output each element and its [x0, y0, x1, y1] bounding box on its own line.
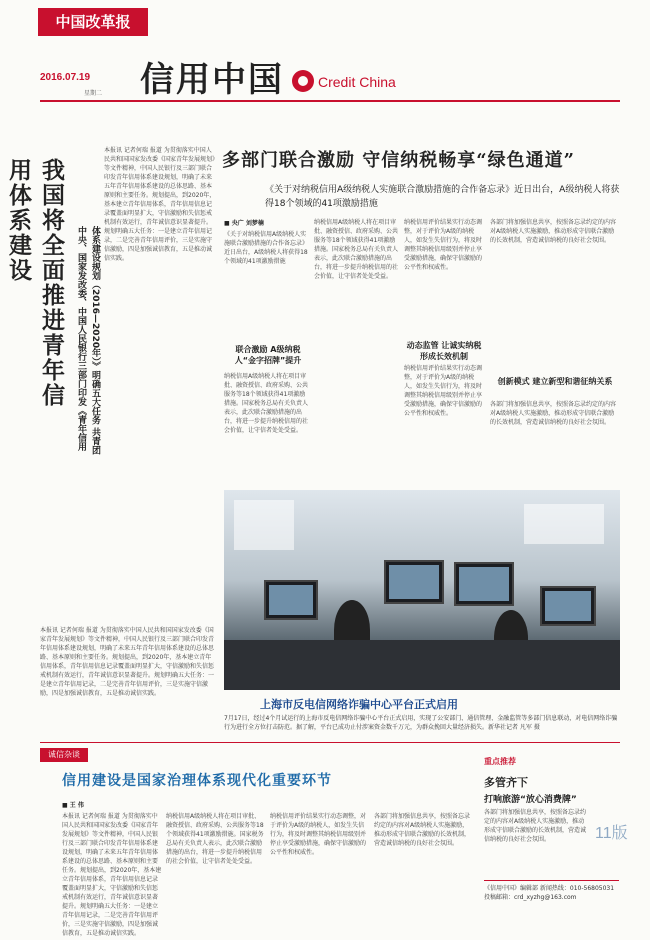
lead-story-body: 本报讯 记者何瑞 报道 为贯彻落实中国人民共和国国家发改委《国家青年发展规划》等文件精神，中国人民银行及三部门联合印发青年信用体系建设规划，明确了未来五年青年信用体系建设的总体思路、基本原则和主要任务。规划提出，到2020年，基本建立青年信用体系，青年信用信息记录覆盖面明显扩大，守信激励和失信惩戒机制有效运行，青年诚信意识显著提升。规划明确五大任务：一是建立青年信用记录，二是完善青年信用评价，三是实施守信激励，四是加强诚信教育，五是推动诚信实践。 — [104, 147, 216, 262]
main-story-col-4: 各部门将加强信息共享，按照备忘录约定的内容对A级纳税人实施激励，推动形成守信联合激励的长效机制，营造诚信纳税的良好社会氛围。 — [490, 219, 617, 244]
lead-story-body-continued: 本报讯 记者何瑞 报道 为贯彻落实中国人民共和国国家发改委《国家青年发展规划》等文件精神，中国人民银行及三部门联合印发青年信用体系建设规划，明确了未来五年青年信用体系建设的总体思路、基本原则和主要任务。规划提出，到2020年，基本建立青年信用体系，青年信用信息记录覆盖面明显扩大，守信激励和失信惩戒机制有效运行，青年诚信意识显著提升。规划明确五大任务：一是建立青年信用记录，二是完善青年信用评价，三是实施守信激励，四是加强诚信教育，五是推动诚信实践。 — [40, 627, 215, 697]
main-story-byline: ■ 央广 刘梦楠 — [224, 220, 264, 227]
subhead-new-model: 创新模式 建立新型和谐征纳关系 — [497, 377, 613, 386]
news-photo[interactable] — [224, 490, 620, 690]
main-story-col-1: 《关于对纳税信用A级纳税人实施联合激励措施的合作备忘录》近日出台，A级纳税人将获得18个领域的41项激励措施 — [224, 231, 309, 265]
photo-caption: 7月17日，经过4个月试运行的上海市反电信网络诈骗中心平台正式启用，实现了公安部门、通信管理、金融监管等多部门信息联动，对电信网络诈骗行为进行全方位打击防范。据了解，平台已成功止付涉案资金数千万元，为群众挽回大量经济损失。新华社记者 凡军 摄 — [224, 715, 618, 731]
photo-window — [524, 504, 604, 544]
subhead-joint-incentive: 联合激励 A级纳税人“金字招牌”提升 — [234, 345, 302, 365]
contact-info: 《信用中国》编辑部 新闻热线：010-56805031 投稿邮箱：crd_xyzhg@163.com — [484, 880, 619, 902]
masthead — [0, 0, 650, 102]
subhead-dynamic-supervision: 动态监管 让诚实纳税形成长效机制 — [406, 341, 482, 361]
header-divider — [40, 100, 620, 102]
sidebar-subheadline[interactable]: 打响旅游“放心消费牌” — [484, 795, 577, 805]
issue-date: 2016.07.19 — [40, 72, 91, 83]
photo-monitor — [384, 560, 444, 604]
main-story-summary: 《关于对纳税信用A级纳税人实施联合激励措施的合作备忘录》近日出台，A级纳税人将获得18个领域的41项激励措施 — [265, 185, 620, 209]
sidebar-tag: 重点推荐 — [484, 757, 516, 766]
page-number: 11版 — [595, 825, 628, 842]
newspaper-brand-logo: 中国改革报 — [38, 8, 148, 36]
section-title: 信用中国 — [140, 60, 284, 100]
main-story-col-4b: 各部门将加强信息共享，按照备忘录约定的内容对A级纳税人实施激励，推动形成守信联合激励的长效机制，营造诚信纳税的良好社会氛围。 — [490, 401, 617, 426]
bottom-story-col-1: 本报讯 记者何瑞 报道 为贯彻落实中国人民共和国国家发改委《国家青年发展规划》等文件精神，中国人民银行及三部门联合印发青年信用体系建设规划，明确了未来五年青年信用体系建设的总体思路、基本原则和主要任务。规划提出，到2020年，基本建立青年信用体系，青年信用信息记录覆盖面明显扩大，守信激励和失信惩戒机制有效运行，青年诚信意识显著提升。规划明确五大任务：一是建立青年信用记录，二是完善青年信用评价，三是实施守信激励，四是加强诚信教育，五是推动诚信实践。 — [62, 813, 162, 937]
bottom-story-col-3: 纳税信用评价结果实行动态调整，对于评价为A级的纳税人，如发生失信行为，将及时调整其纳税信用级别并停止享受激励措施，确保守信激励的公平性和权威性。 — [270, 813, 367, 856]
bottom-story-headline[interactable]: 信用建设是国家治理体系现代化重要环节 — [62, 773, 332, 789]
bottom-story-col-4: 各部门将加强信息共享，按照备忘录约定的内容对A级纳税人实施激励，推动形成守信联合激励的长效机制，营造诚信纳税的良好社会氛围。 — [374, 813, 471, 847]
sidebar-body: 各部门将加强信息共享，按照备忘录约定的内容对A级纳税人实施激励，推动形成守信联合激励的长效机制，营造诚信纳税的良好社会氛围。 — [484, 809, 587, 843]
column-tag: 诚信杂谈 — [40, 748, 88, 762]
lead-story-headline[interactable]: 我国将全面推进青年信用体系建设 — [5, 158, 65, 408]
main-story-col-1b: 纳税信用A级纳税人将在项目审批、融资授信、政府采购、公共服务等18个领域获得41项激励措施。国家税务总局有关负责人表示，此次联合激励措施的出台，将进一步提升纳税信用的社会价值，让守信者处处受益。 — [224, 373, 309, 434]
sidebar-headline[interactable]: 多管齐下 — [484, 776, 528, 789]
lead-story-subtitle: 体系建设规划（2016—2020年）》明确五大任务 共青团中央、国家发改委、中国人民银行三部门印发《青年信用 — [76, 226, 100, 455]
photo-monitor — [454, 562, 514, 606]
section-divider — [40, 742, 620, 743]
photo-desk — [224, 640, 620, 690]
credit-china-logo-icon — [292, 70, 314, 92]
photo-monitor — [540, 586, 596, 626]
photo-monitor — [264, 580, 318, 620]
main-story-col-2: 纳税信用A级纳税人将在项目审批、融资授信、政府采购、公共服务等18个领域获得41项激励措施。国家税务总局有关负责人表示，此次联合激励措施的出台，将进一步提升纳税信用的社会价值，让守信者处处受益。 — [314, 219, 399, 280]
bottom-story-col-2: 纳税信用A级纳税人将在项目审批、融资授信、政府采购、公共服务等18个领域获得41项激励措施。国家税务总局有关负责人表示，此次联合激励措施的出台，将进一步提升纳税信用的社会价值，让守信者处处受益。 — [166, 813, 264, 865]
main-story-headline[interactable]: 多部门联合激励 守信纳税畅享“绿色通道” — [222, 150, 575, 171]
section-title-en: Credit China — [318, 74, 396, 90]
main-story-col-3b: 纳税信用评价结果实行动态调整，对于评价为A级的纳税人，如发生失信行为，将及时调整其纳税信用级别并停止享受激励措施，确保守信激励的公平性和权威性。 — [404, 365, 483, 417]
weekday: 星期二 — [84, 90, 103, 97]
photo-caption-headline: 上海市反电信网络诈骗中心平台正式启用 — [260, 698, 458, 711]
main-story-col-3: 纳税信用评价结果实行动态调整，对于评价为A级的纳税人，如发生失信行为，将及时调整其纳税信用级别并停止享受激励措施，确保守信激励的公平性和权威性。 — [404, 219, 483, 271]
bottom-story-byline: ■ 王 伟 — [62, 802, 84, 809]
photo-window — [234, 500, 294, 550]
